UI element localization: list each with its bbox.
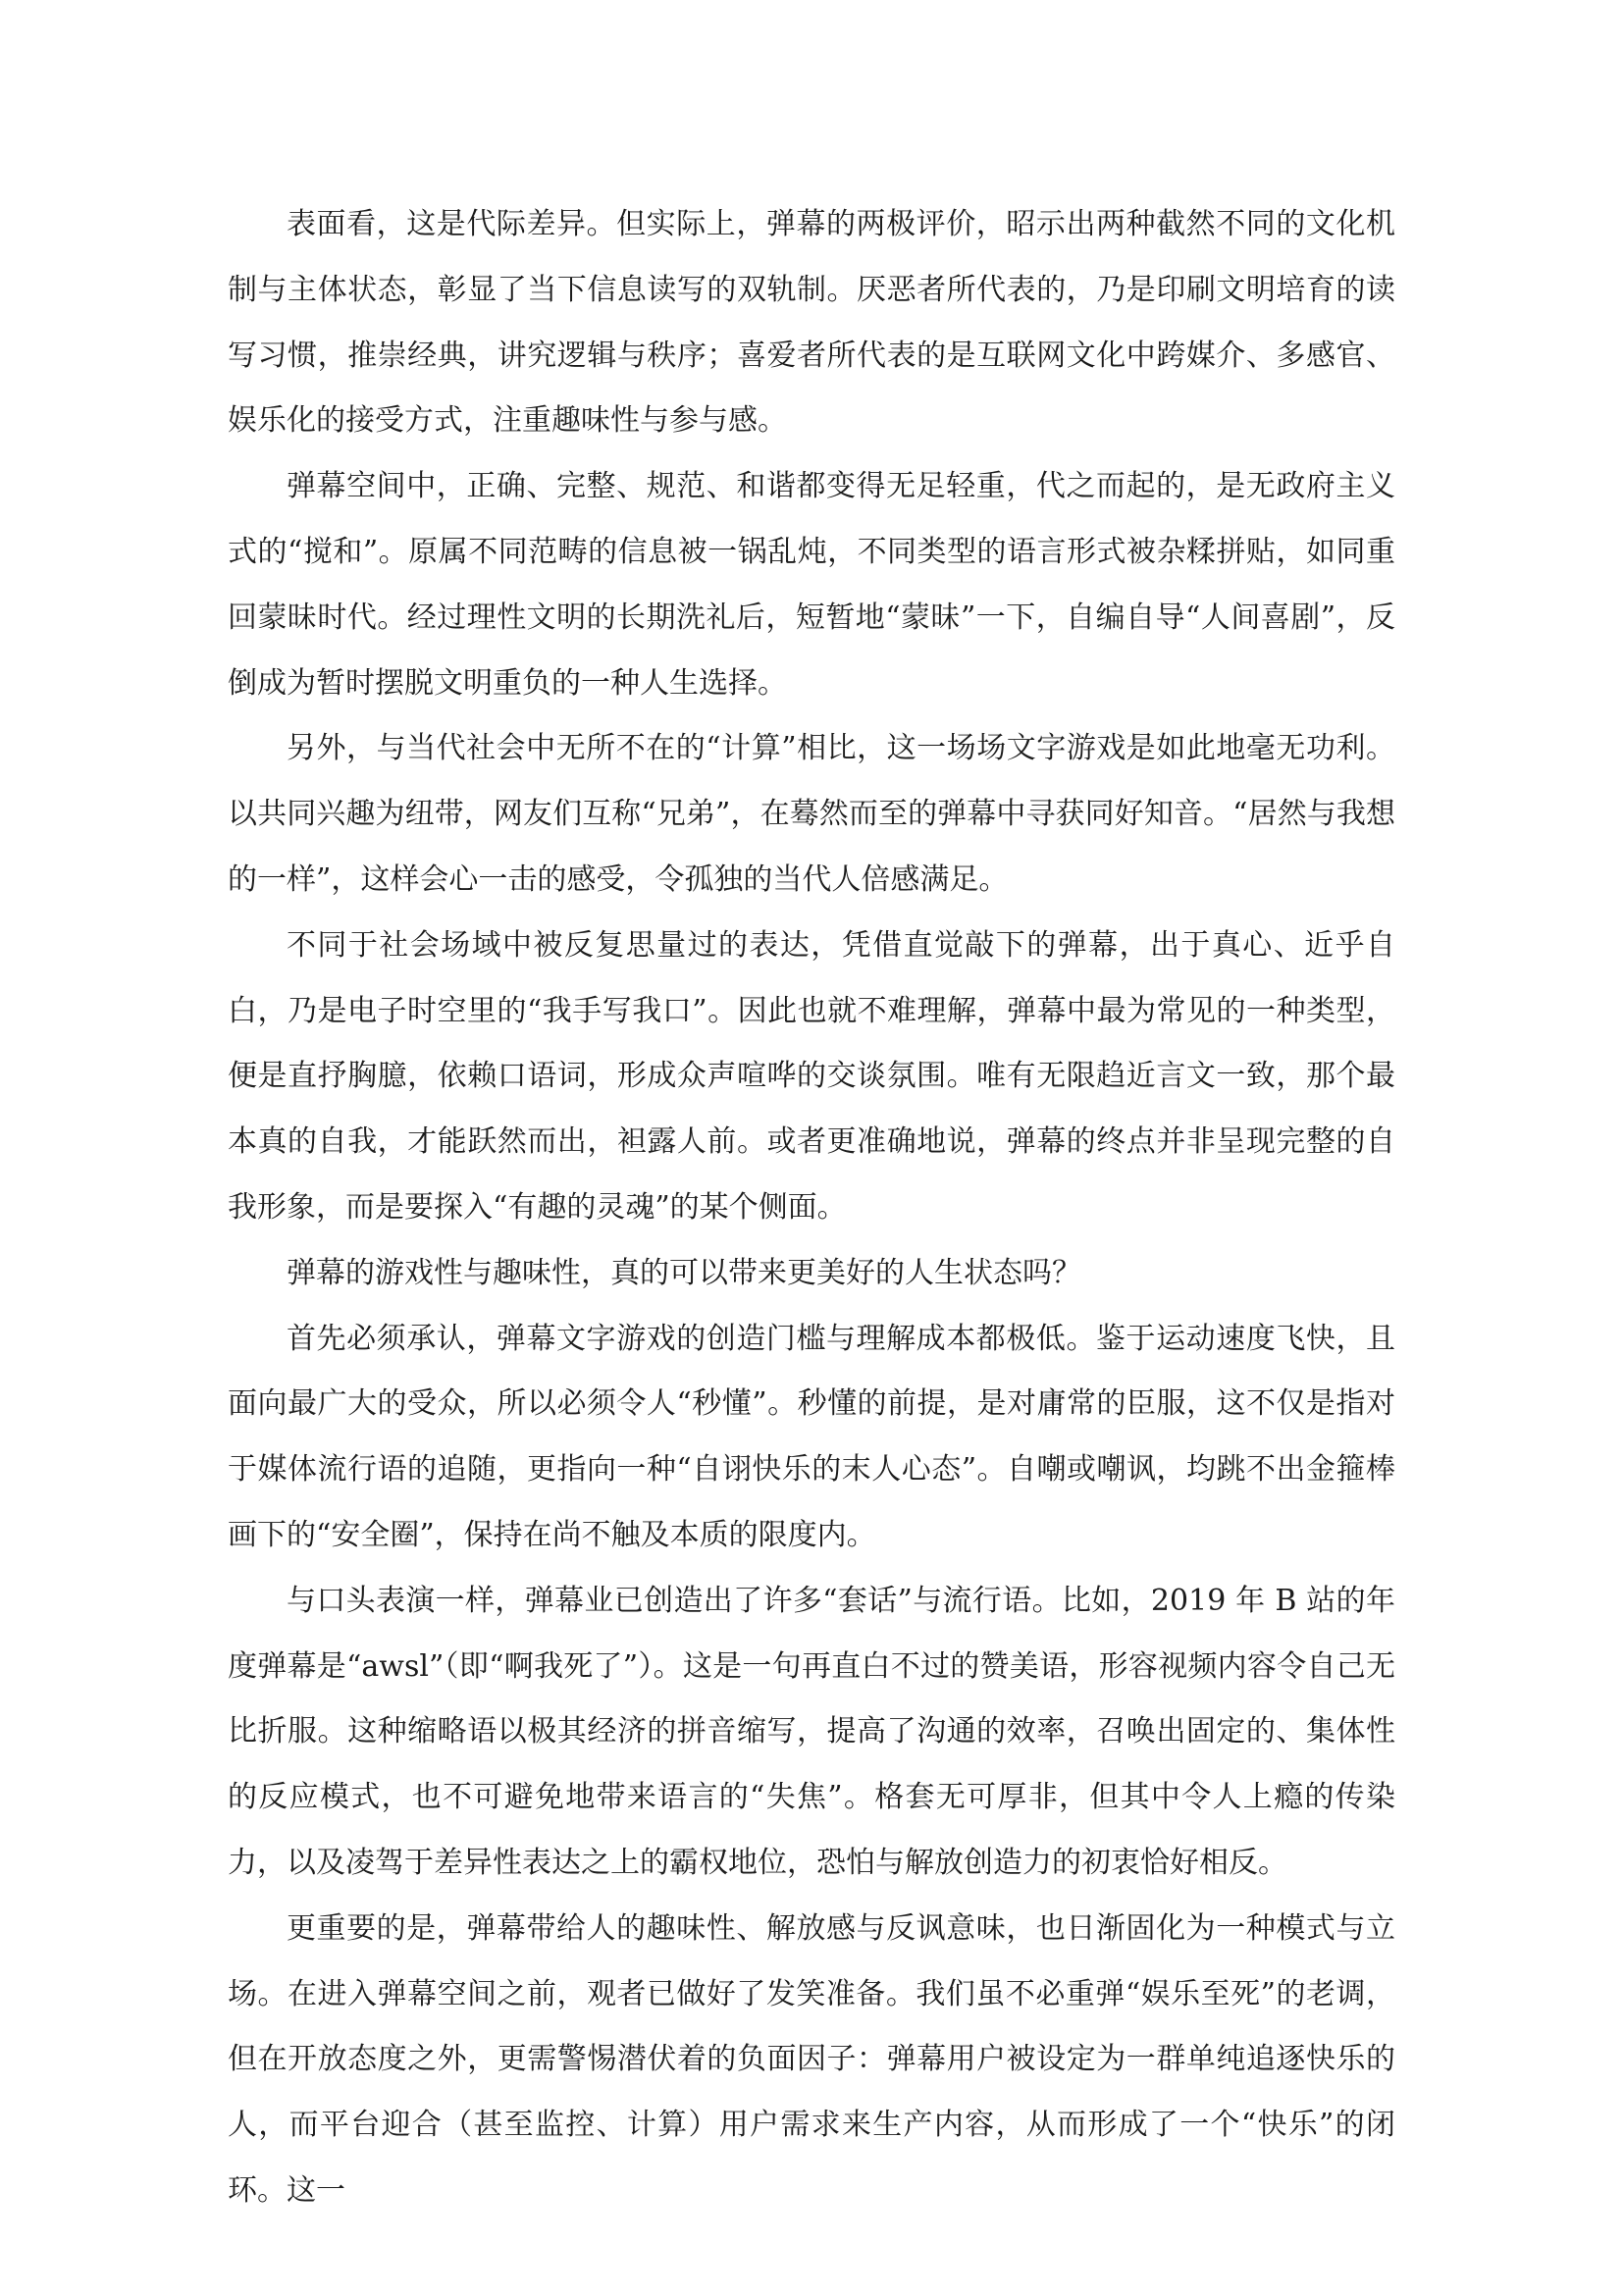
article-body bbox=[228, 192, 1395, 2224]
paragraph-5: 弹幕的游戏性与趣味性，真的可以带来更美好的人生状态吗？ bbox=[287, 1255, 1081, 1290]
paragraph-3: 另外，与当代社会中无所不在的“计算”相比，这一场场文字游戏是如此地毫无功利。以共同兴趣为纽带，网友们互称“兄弟”，在蓦然而至的弹幕中寻获同好知音。“居然与我想的一样”，这样会心一击的感受，令孤独的当代人倍感满足。 bbox=[228, 731, 1395, 897]
paragraph-2: 弹幕空间中，正确、完整、规范、和谐都变得无足轻重，代之而起的，是无政府主义式的“搅和”。原属不同范畴的信息被一锅乱炖，不同类型的语言形式被杂糅拼贴，如同重回蒙昧时代。经过理性文明的长期洗礼后，短暂地“蒙昧”一下，自编自导“人间喜剧”，反倒成为暂时摆脱文明重负的一种人生选择。 bbox=[228, 469, 1395, 701]
paragraph-4: 不同于社会场域中被反复思量过的表达，凭借直觉敲下的弹幕，出于真心、近乎自白，乃是电子时空里的“我手写我口”。因此也就不难理解，弹幕中最为常见的一种类型，便是直抒胸臆，依赖口语词，形成众声喧哗的交谈氛围。唯有无限趋近言文一致，那个最本真的自我，才能跃然而出，袒露人前。或者更准确地说，弹幕的终点并非呈现完整的自我形象，而是要探入“有趣的灵魂”的某个侧面。 bbox=[228, 927, 1395, 1225]
paragraph-1: 表面看，这是代际差异。但实际上，弹幕的两极评价，昭示出两种截然不同的文化机制与主体状态，彰显了当下信息读写的双轨制。厌恶者所代表的，乃是印刷文明培育的读写习惯，推崇经典，讲究逻辑与秩序；喜爱者所代表的是互联网文化中跨媒介、多感官、娱乐化的接受方式，注重趣味性与参与感。 bbox=[228, 207, 1395, 439]
paragraph-7: 与口头表演一样，弹幕业已创造出了许多“套话”与流行语。比如，2019 年 B 站的年度弹幕是“awsl”（即“啊我死了”）。这是一句再直白不过的赞美语，形容视频内容令自己无比折服。这种缩略语以极其经济的拼音缩写，提高了沟通的效率，召唤出固定的、集体性的反应模式，也不可避免地带来语言的“失焦”。格套无可厚非，但其中令人上瘾的传染力，以及凌驾于差异性表达之上的霸权地位，恐怕与解放创造力的初衷恰好相反。 bbox=[228, 1583, 1395, 1880]
paragraph-8: 更重要的是，弹幕带给人的趣味性、解放感与反讽意味，也日渐固化为一种模式与立场。在进入弹幕空间之前，观者已做好了发笑准备。我们虽不必重弹“娱乐至死”的老调，但在开放态度之外，更需警惕潜伏着的负面因子：弹幕用户被设定为一群单纯追逐快乐的人，而平台迎合（甚至监控、计算）用户需求来生产内容，从而形成了一个“快乐”的闭环。这一 bbox=[228, 1910, 1395, 2208]
paragraph-6: 首先必须承认，弹幕文字游戏的创造门槛与理解成本都极低。鉴于运动速度飞快，且面向最广大的受众，所以必须令人“秒懂”。秒懂的前提，是对庸常的臣服，这不仅是指对于媒体流行语的追随，更指向一种“自诩快乐的末人心态”。自嘲或嘲讽，均跳不出金箍棒画下的“安全圈”，保持在尚不触及本质的限度内。 bbox=[228, 1321, 1395, 1552]
